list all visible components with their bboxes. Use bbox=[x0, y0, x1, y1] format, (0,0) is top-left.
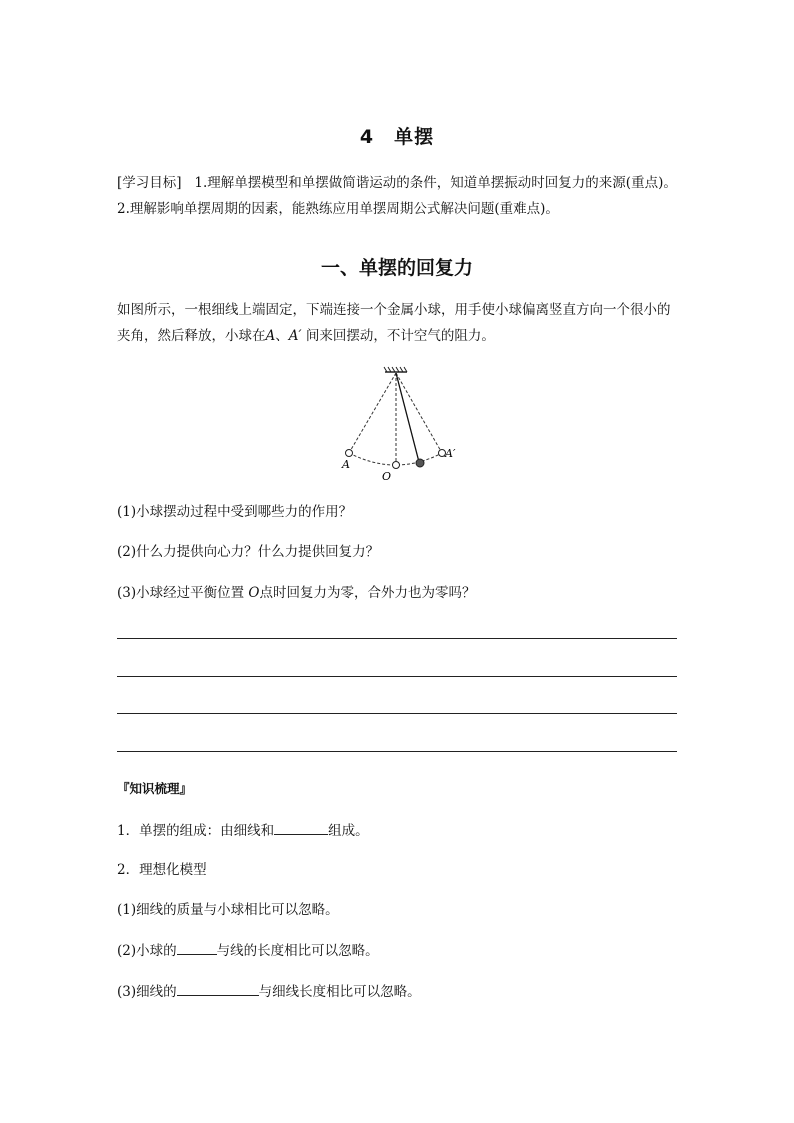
knowledge-item-1 bbox=[117, 820, 369, 841]
intro-text-a: 如图所示，一根细线上端固定，下端连接一个金属小球，用手使小球偏离竖直方向一个很小的夹角，然后释放，小球在 bbox=[117, 302, 671, 344]
sub-2-text-a: (2)小球的 bbox=[117, 943, 177, 959]
knowledge-sub-3 bbox=[117, 981, 421, 1002]
objectives-text: 1.理解单摆模型和单摆做简谐运动的条件，知道单摆振动时回复力的来源(重点)。2.理解影响单摆周期的因素，能熟练应用单摆周期公式解决问题(重难点)。 bbox=[117, 175, 677, 217]
page-title bbox=[0, 122, 794, 149]
question-3-text-b: 点时回复力为零，合外力也为零吗？ bbox=[259, 585, 476, 601]
string-at-a bbox=[349, 373, 396, 453]
pendulum-figure bbox=[335, 365, 465, 485]
title-text: 单摆 bbox=[394, 126, 435, 148]
string-current bbox=[396, 373, 419, 462]
question-3-text-a: (3)小球经过平衡位置 bbox=[117, 585, 245, 601]
ceiling-support bbox=[384, 367, 407, 372]
answer-line[interactable] bbox=[117, 713, 677, 714]
question-3 bbox=[117, 583, 476, 603]
intro-text-b: 间来回摆动，不计空气的阻力。 bbox=[301, 328, 495, 344]
sub-3-text-a: (3)细线的 bbox=[117, 984, 177, 1000]
sub-3-text-b: 与细线长度相比可以忽略。 bbox=[258, 984, 421, 1000]
question-1: (1)小球摆动过程中受到哪些力的作用？ bbox=[117, 504, 353, 520]
knowledge-sub-1: (1)细线的质量与小球相比可以忽略。 bbox=[117, 902, 339, 918]
intro-paragraph bbox=[117, 297, 677, 349]
knowledge-sub-2 bbox=[117, 940, 379, 961]
answer-line[interactable] bbox=[117, 638, 677, 639]
ball-current bbox=[416, 459, 424, 467]
fill-blank[interactable] bbox=[177, 981, 259, 996]
label-o: O bbox=[382, 470, 392, 483]
ball-position-o bbox=[393, 462, 400, 469]
sub-2-text-b: 与线的长度相比可以忽略。 bbox=[216, 943, 379, 959]
intro-point-a: A bbox=[265, 328, 276, 344]
question-3-point-o: O bbox=[248, 585, 260, 601]
knowledge-item-2: 2．理想化模型 bbox=[117, 862, 207, 878]
intro-point-a-prime: A′ bbox=[288, 328, 302, 344]
answer-line[interactable] bbox=[117, 751, 677, 752]
question-2: (2)什么力提供向心力？什么力提供回复力？ bbox=[117, 544, 380, 560]
answer-line[interactable] bbox=[117, 676, 677, 677]
fill-blank[interactable] bbox=[274, 820, 328, 835]
item-1-text-a: 1．单摆的组成：由细线和 bbox=[117, 823, 275, 839]
label-a-prime: A′ bbox=[445, 447, 456, 460]
string-at-a-prime bbox=[396, 373, 442, 453]
section-number: 4 bbox=[359, 126, 375, 148]
item-1-text-b: 组成。 bbox=[328, 823, 369, 839]
knowledge-heading: 『知识梳理』 bbox=[117, 781, 193, 796]
section-heading: 一、单摆的回复力 bbox=[320, 257, 473, 279]
ball-position-a bbox=[346, 450, 353, 457]
learning-objectives bbox=[117, 170, 677, 222]
intro-separator: 、 bbox=[275, 328, 289, 344]
label-a: A bbox=[342, 458, 350, 471]
fill-blank[interactable] bbox=[177, 940, 217, 955]
objectives-label: [学习目标] bbox=[117, 175, 182, 191]
